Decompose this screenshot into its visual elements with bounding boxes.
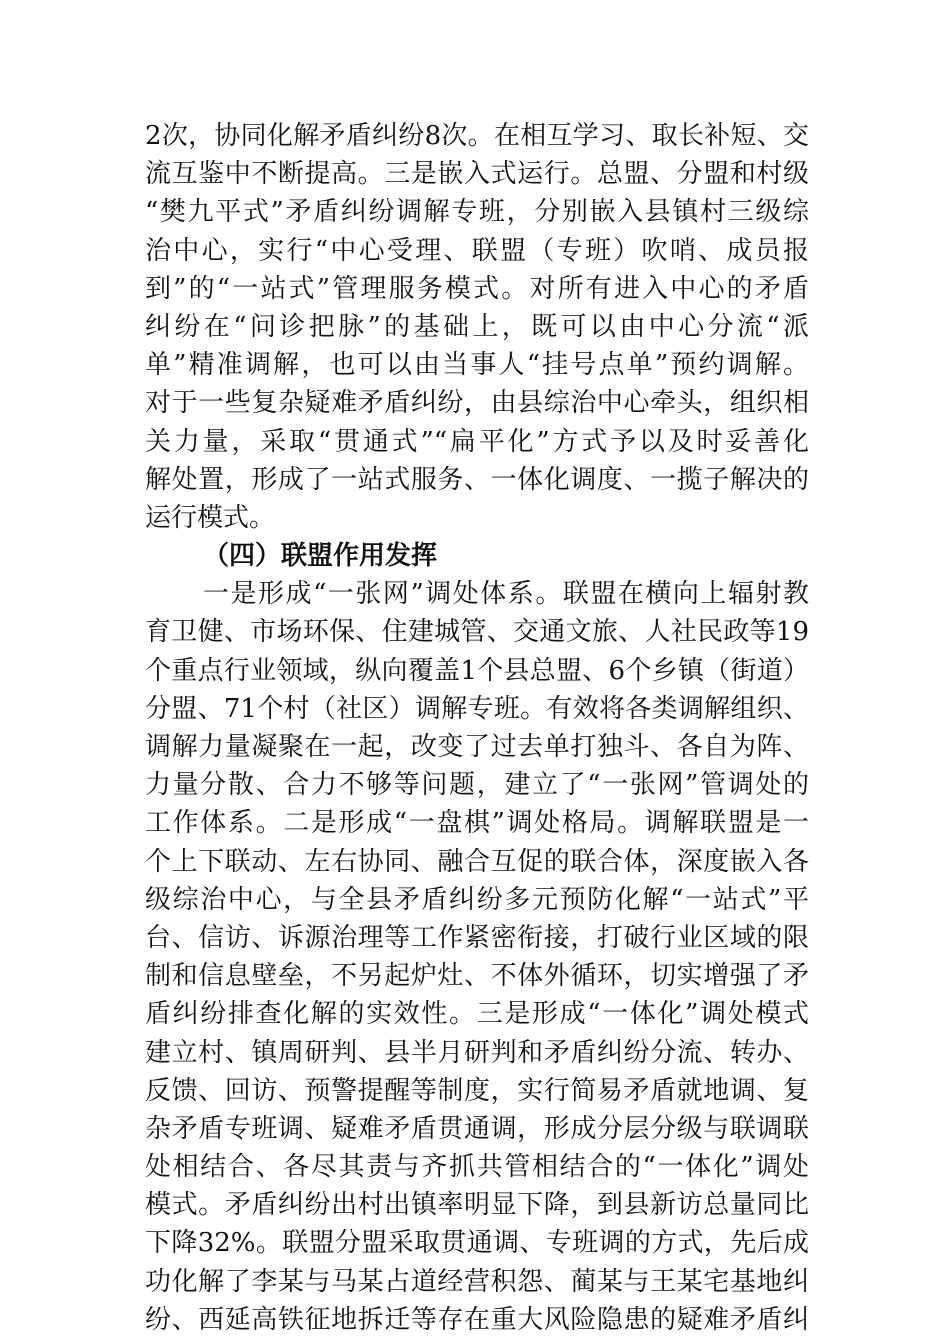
text-line-23: 制和信息壁垒，不另起炉灶、不体外循环，切实增强了矛 xyxy=(145,961,809,992)
text-line-30: 下降32%。联盟分盟采取贯通调、专班调的方式，先后成 xyxy=(145,1228,809,1259)
text-line-1: 2次，协同化解矛盾纠纷8次。在相互学习、取长补短、交 xyxy=(145,121,809,151)
text-line-7: 单”精准调解，也可以由当事人“挂号点单”预约调解。 xyxy=(145,350,809,381)
text-line-9: 关力量，采取“贯通式”“扁平化”方式予以及时妥善化 xyxy=(145,426,809,457)
text-line-27: 杂矛盾专班调、疑难矛盾贯通调，形成分层分级与联调联 xyxy=(145,1113,809,1144)
text-line-24: 盾纠纷排查化解的实效性。三是形成“一体化”调处模式 xyxy=(145,999,809,1030)
text-line-28: 处相结合、各尽其责与齐抓共管相结合的“一体化”调处 xyxy=(145,1152,809,1183)
text-line-11: 运行模式。 xyxy=(145,502,276,533)
text-line-13: 一是形成“一张网”调处体系。联盟在横向上辐射教 xyxy=(203,579,809,610)
text-line-25: 建立村、镇周研判、县半月研判和矛盾纠纷分流、转办、 xyxy=(145,1037,809,1068)
text-line-15: 个重点行业领域，纵向覆盖1个县总盟、6个乡镇（街道） xyxy=(145,655,809,686)
text-line-31: 功化解了李某与马某占道经营积怨、蔺某与王某宅基地纠 xyxy=(145,1266,809,1297)
text-line-21: 级综治中心，与全县矛盾纠纷多元预防化解“一站式”平 xyxy=(145,884,809,915)
text-line-10: 解处置，形成了一站式服务、一体化调度、一揽子解决的 xyxy=(145,464,809,495)
text-line-4: 治中心，实行“中心受理、联盟（专班）吹哨、成员报 xyxy=(145,235,809,266)
text-line-17: 调解力量凝聚在一起，改变了过去单打独斗、各自为阵、 xyxy=(145,732,809,762)
section-heading: （四）联盟作用发挥 xyxy=(203,541,438,572)
body-text xyxy=(145,117,809,1339)
text-line-32: 纷、西延高铁征地拆迁等存在重大风险隐患的疑难矛盾纠 xyxy=(145,1304,809,1335)
text-line-3: “樊九平式”矛盾纠纷调解专班，分别嵌入县镇村三级综 xyxy=(145,197,809,228)
text-line-16: 分盟、71个村（社区）调解专班。有效将各类调解组织、 xyxy=(145,693,809,724)
text-line-8: 对于一些复杂疑难矛盾纠纷，由县综治中心牵头，组织相 xyxy=(145,388,809,419)
text-line-22: 台、信访、诉源治理等工作紧密衔接，打破行业区域的限 xyxy=(145,922,809,953)
text-line-6: 纠纷在“问诊把脉”的基础上，既可以由中心分流“派 xyxy=(145,311,809,342)
text-line-5: 到”的“一站式”管理服务模式。对所有进入中心的矛盾 xyxy=(145,273,809,304)
text-line-18: 力量分散、合力不够等问题，建立了“一张网”管调处的 xyxy=(145,770,809,801)
text-line-20: 个上下联动、左右协同、融合互促的联合体，深度嵌入各 xyxy=(145,846,809,877)
text-line-14: 育卫健、市场环保、住建城管、交通文旅、人社民政等19 xyxy=(145,617,809,648)
text-line-19: 工作体系。二是形成“一盘棋”调处格局。调解联盟是一 xyxy=(145,808,809,839)
text-line-29: 模式。矛盾纠纷出村出镇率明显下降，到县新访总量同比 xyxy=(145,1190,809,1221)
text-line-26: 反馈、回访、预警提醒等制度，实行简易矛盾就地调、复 xyxy=(145,1075,809,1106)
text-line-2: 流互鉴中不断提高。三是嵌入式运行。总盟、分盟和村级 xyxy=(145,159,809,190)
